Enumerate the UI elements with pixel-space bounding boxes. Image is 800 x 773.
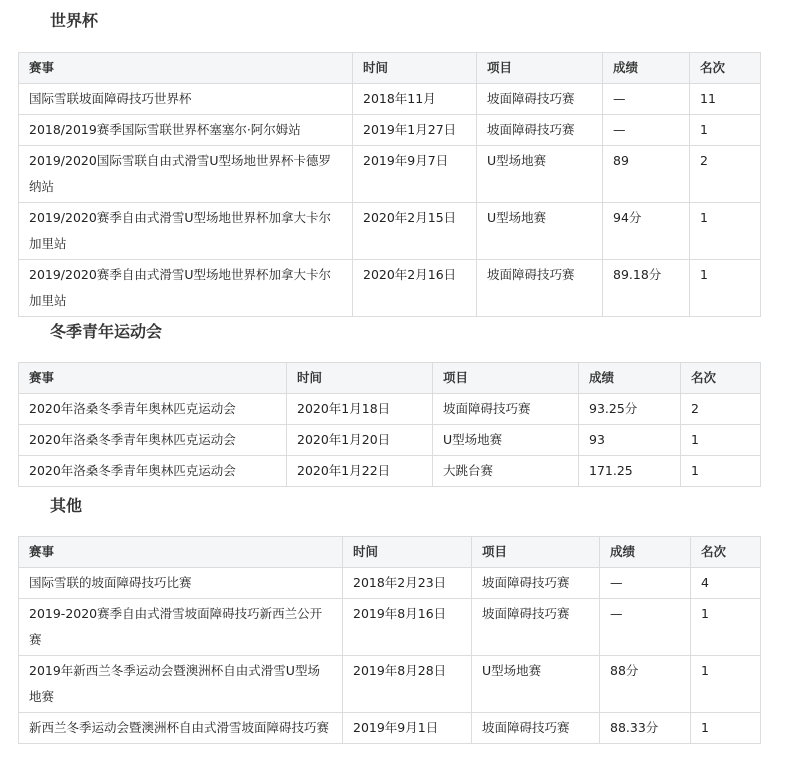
table-row — [19, 713, 761, 744]
cell-rank: 1 — [681, 425, 761, 456]
cell-discipline: U型场地赛 — [477, 203, 603, 260]
cell-score: 94分 — [603, 203, 690, 260]
cell-date: 2020年2月16日 — [353, 260, 477, 317]
header-date: 时间 — [287, 363, 433, 394]
cell-discipline: 坡面障碍技巧赛 — [472, 599, 600, 656]
header-discipline: 项目 — [433, 363, 579, 394]
table-row — [19, 656, 761, 713]
table-header-row — [19, 537, 761, 568]
cell-score: — — [600, 568, 691, 599]
cell-score: 171.25 — [579, 456, 681, 487]
cell-date: 2020年2月15日 — [353, 203, 477, 260]
table-header-row — [19, 53, 761, 84]
table-row — [19, 599, 761, 656]
section-title-other: 其他 — [50, 496, 83, 515]
cell-score: — — [603, 115, 690, 146]
header-score: 成绩 — [600, 537, 691, 568]
cell-event: 2020年洛桑冬季青年奥林匹克运动会 — [19, 425, 287, 456]
header-event: 赛事 — [19, 363, 287, 394]
cell-discipline: U型场地赛 — [477, 146, 603, 203]
other-competitions-table — [18, 536, 761, 744]
world-cup-table — [18, 52, 761, 317]
header-rank: 名次 — [681, 363, 761, 394]
section-title-youth-olympics: 冬季青年运动会 — [50, 322, 163, 341]
cell-date: 2019年9月7日 — [353, 146, 477, 203]
cell-score: 88.33分 — [600, 713, 691, 744]
cell-rank: 1 — [691, 656, 761, 713]
cell-discipline: U型场地赛 — [433, 425, 579, 456]
header-date: 时间 — [343, 537, 472, 568]
cell-rank: 1 — [681, 456, 761, 487]
cell-discipline: 坡面障碍技巧赛 — [472, 568, 600, 599]
cell-score: — — [600, 599, 691, 656]
table-row — [19, 84, 761, 115]
table-row — [19, 260, 761, 317]
cell-rank: 1 — [691, 599, 761, 656]
cell-discipline: 坡面障碍技巧赛 — [433, 394, 579, 425]
table-row — [19, 115, 761, 146]
section-title-world-cup: 世界杯 — [50, 11, 99, 30]
cell-event: 国际雪联坡面障碍技巧世界杯 — [19, 84, 353, 115]
cell-event: 新西兰冬季运动会暨澳洲杯自由式滑雪坡面障碍技巧赛 — [19, 713, 343, 744]
header-score: 成绩 — [579, 363, 681, 394]
cell-event: 2020年洛桑冬季青年奥林匹克运动会 — [19, 456, 287, 487]
cell-date: 2020年1月18日 — [287, 394, 433, 425]
table-row — [19, 394, 761, 425]
cell-discipline: 坡面障碍技巧赛 — [477, 84, 603, 115]
cell-event: 2019-2020赛季自由式滑雪坡面障碍技巧新西兰公开赛 — [19, 599, 343, 656]
cell-rank: 1 — [690, 115, 761, 146]
cell-rank: 11 — [690, 84, 761, 115]
cell-event: 2019/2020国际雪联自由式滑雪U型场地世界杯卡德罗纳站 — [19, 146, 353, 203]
youth-olympics-table — [18, 362, 761, 487]
cell-date: 2019年8月28日 — [343, 656, 472, 713]
cell-discipline: 坡面障碍技巧赛 — [477, 260, 603, 317]
cell-score: — — [603, 84, 690, 115]
cell-event: 2019/2020赛季自由式滑雪U型场地世界杯加拿大卡尔加里站 — [19, 203, 353, 260]
table-row — [19, 456, 761, 487]
table-row — [19, 203, 761, 260]
cell-discipline: 大跳台赛 — [433, 456, 579, 487]
cell-date: 2020年1月22日 — [287, 456, 433, 487]
cell-rank: 2 — [690, 146, 761, 203]
header-event: 赛事 — [19, 537, 343, 568]
header-score: 成绩 — [603, 53, 690, 84]
cell-rank: 1 — [690, 203, 761, 260]
cell-event: 2019年新西兰冬季运动会暨澳洲杯自由式滑雪U型场地赛 — [19, 656, 343, 713]
cell-date: 2018年2月23日 — [343, 568, 472, 599]
table-row — [19, 425, 761, 456]
header-rank: 名次 — [691, 537, 761, 568]
cell-date: 2019年1月27日 — [353, 115, 477, 146]
header-rank: 名次 — [690, 53, 761, 84]
cell-date: 2020年1月20日 — [287, 425, 433, 456]
cell-discipline: 坡面障碍技巧赛 — [472, 713, 600, 744]
cell-rank: 1 — [690, 260, 761, 317]
table-row — [19, 146, 761, 203]
cell-score: 88分 — [600, 656, 691, 713]
cell-score: 93 — [579, 425, 681, 456]
cell-event: 2018/2019赛季国际雪联世界杯塞塞尔·阿尔姆站 — [19, 115, 353, 146]
cell-rank: 1 — [691, 713, 761, 744]
header-discipline: 项目 — [472, 537, 600, 568]
cell-rank: 4 — [691, 568, 761, 599]
cell-score: 89 — [603, 146, 690, 203]
header-discipline: 项目 — [477, 53, 603, 84]
cell-date: 2019年8月16日 — [343, 599, 472, 656]
cell-date: 2019年9月1日 — [343, 713, 472, 744]
cell-score: 89.18分 — [603, 260, 690, 317]
cell-event: 2020年洛桑冬季青年奥林匹克运动会 — [19, 394, 287, 425]
cell-event: 2019/2020赛季自由式滑雪U型场地世界杯加拿大卡尔加里站 — [19, 260, 353, 317]
table-row — [19, 568, 761, 599]
cell-score: 93.25分 — [579, 394, 681, 425]
cell-date: 2018年11月 — [353, 84, 477, 115]
cell-rank: 2 — [681, 394, 761, 425]
header-date: 时间 — [353, 53, 477, 84]
cell-event: 国际雪联的坡面障碍技巧比赛 — [19, 568, 343, 599]
cell-discipline: U型场地赛 — [472, 656, 600, 713]
header-event: 赛事 — [19, 53, 353, 84]
cell-discipline: 坡面障碍技巧赛 — [477, 115, 603, 146]
table-header-row — [19, 363, 761, 394]
